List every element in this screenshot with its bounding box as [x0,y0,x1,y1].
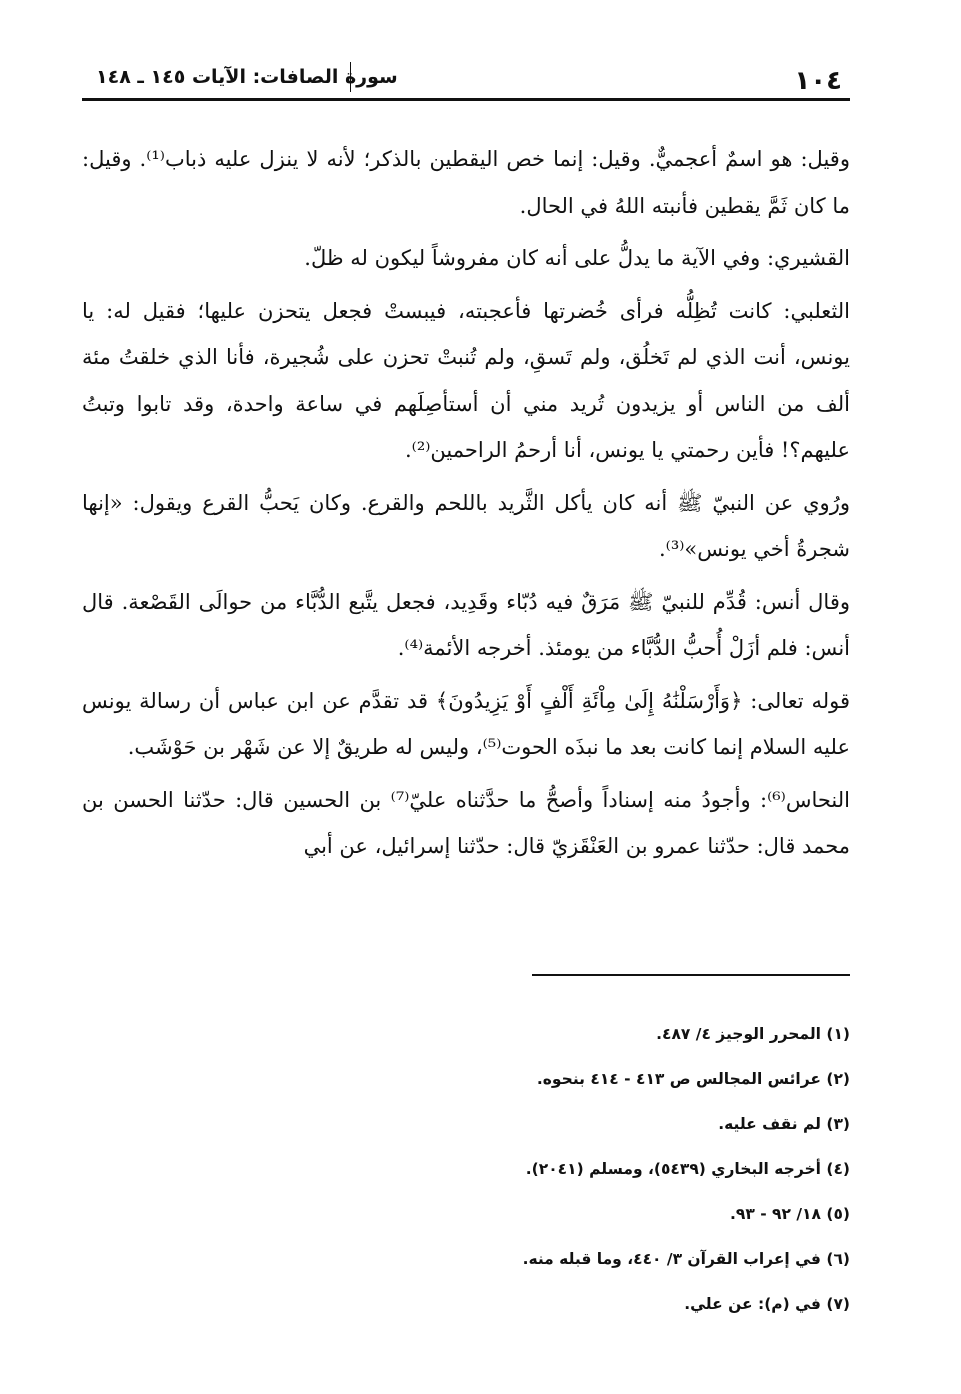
paragraph: القشيري: وفي الآية ما يدلُّ على أنه كان مفروشاً ليكون له ظلّ. [304,246,850,270]
footnote: (٦) في إعراب القرآن ٣/ ٤٤٠، وما قبله منه. [522,1250,850,1268]
footnote-rule [532,974,850,976]
footnote: (٢) عرائس المجالس ص ٤١٣ - ٤١٤ بنحوه. [536,1070,850,1088]
page-number: ١٠٤ [794,66,842,96]
paragraph: قوله تعالى: ﴿وَأَرْسَلْنَٰهُ إِلَىٰ مِاْئَةِ أَلْفٍ أَوْ يَزِيدُونَ﴾ قد تقدَّم عن ابن عباس أن رسالة يونس عليه السلام إنما كانت بعد ما نبذَه الحوت⁽⁵⁾، وليس له طريقٌ إلا عن شَهْر بن حَوْشَب. [82,688,850,759]
running-title: سورة الصافات: الآيات ١٤٥ ـ ١٤٨ [96,66,398,88]
page-header [82,58,850,100]
paragraph: الثعلبي: كانت تُظِلُّه فرأى خُضرتها فأعجبته، فيبستْ فجعل يتحزن عليها؛ فقيل له: يا يونس، أنت الذي لم تَخلُق، ولم تَسقِ، ولم تُنبتْ تحزن على شُجيرة، فأنا الذي خلقتُ مئة ألف من الناس أو يزيدون تُريد مني أن أستأصِلَهم في ساعة واحدة، وقد تابوا وتبتُ عليهم؟! فأين رحمتي يا يونس، أنا أرحمُ الراحمين⁽²⁾. [82,298,850,462]
footnote: (١) المحرر الوجيز ٤/ ٤٨٧. [656,1025,850,1043]
main-text [82,136,850,876]
header-rule [82,98,850,101]
paragraph: النحاس⁽⁶⁾: وأجودُ منه إسناداً وأصحُّ ما حدَّثناه عليّ⁽⁷⁾ بن الحسين قال: حدّثنا الحسن بن محمد قال: حدّثنا عمرو بن العَنْقَزيّ قال: حدّثنا إسرائيل، عن أبي [82,787,850,858]
paragraph: وقال أنس: قُدِّم للنبيّ ﷺ مَرَقٌ فيه دُبّاء وقَدِيد، فجعل يتَّبع الدُّبَّاء من حوالَى القَصْعة. قال أنس: فلم أزَلْ أُحبُّ الدُّبَّاء من يومئذ. أخرجه الأئمة⁽⁴⁾. [82,589,850,660]
footnote: (٧) في (م): عن علي. [684,1295,850,1313]
footnote: (٣) لم نقف عليه. [718,1115,850,1133]
paragraph: وقيل: هو اسمٌ أعجميٌّ. وقيل: إنما خص اليقطين بالذكر؛ لأنه لا ينزل عليه ذباب⁽¹⁾. وقيل: ما كان ثَمَّ يقطين فأنبته اللهُ في الحال. [82,147,850,218]
footnote: (٤) أخرجه البخاري (٥٤٣٩)، ومسلم (٢٠٤١). [525,1160,850,1178]
footnotes [82,1012,850,1327]
footnote: (٥) ١٨/ ٩٢ - ٩٣. [730,1205,850,1223]
paragraph: ورُوي عن النبيّ ﷺ أنه كان يأكل الثَّريد باللحم والقرع. وكان يَحبُّ القرع ويقول: «إنها شجرةُ أخي يونس»⁽³⁾. [82,490,850,561]
